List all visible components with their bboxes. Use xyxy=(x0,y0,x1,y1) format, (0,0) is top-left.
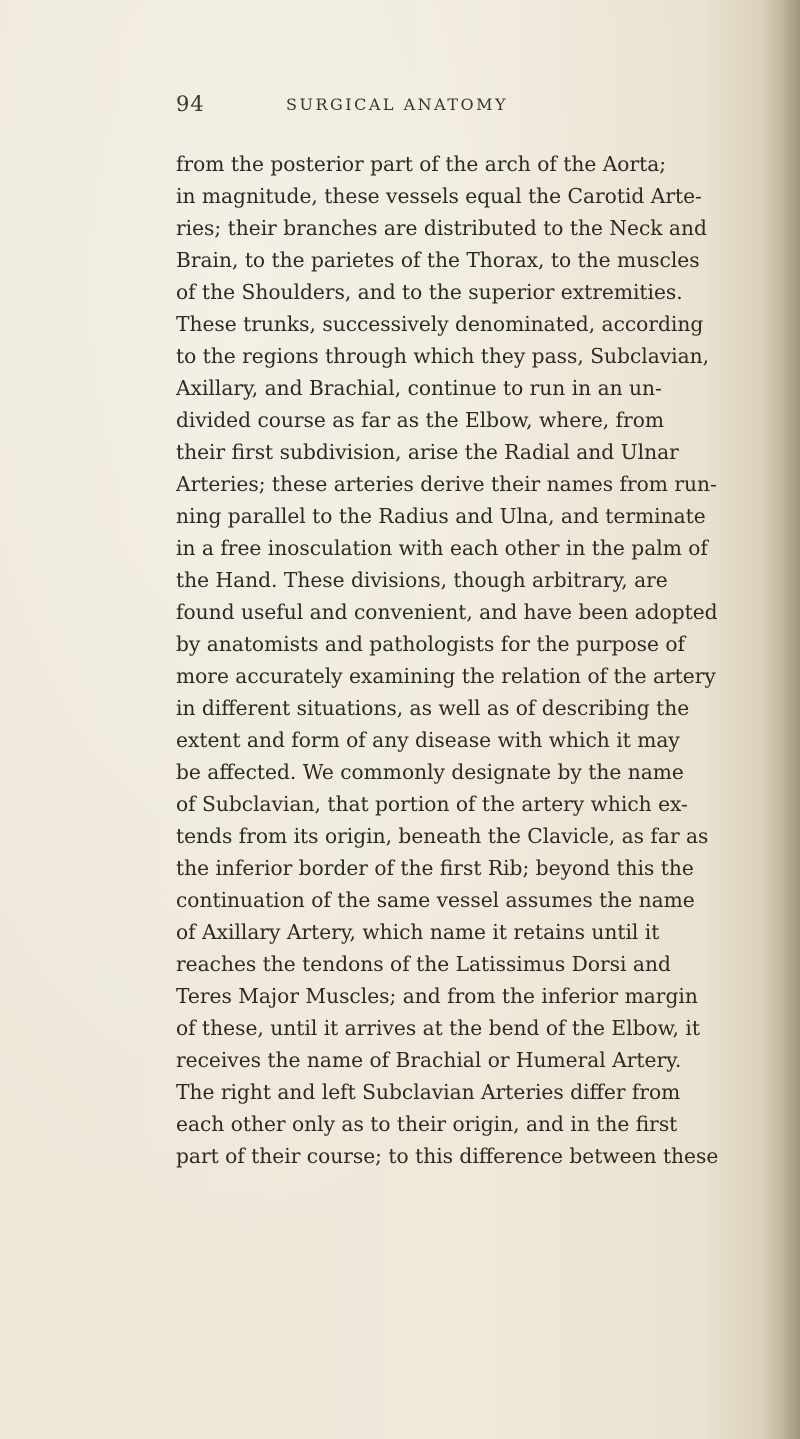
text-line: tends from its origin, beneath the Clavicle, as far as xyxy=(176,824,709,848)
text-line: the Hand. These divisions, though arbitrary, are xyxy=(176,568,668,592)
text-line: part of their course; to this difference between these xyxy=(176,1144,719,1168)
text-line: of these, until it arrives at the bend of the Elbow, it xyxy=(176,1016,700,1040)
text-line: in magnitude, these vessels equal the Carotid Arte- xyxy=(176,184,702,208)
text-line: each other only as to their origin, and in the first xyxy=(176,1112,678,1136)
text-line: be affected. We commonly designate by the name xyxy=(176,760,684,784)
text-line: receives the name of Brachial or Humeral Artery. xyxy=(176,1048,682,1072)
text-line: The right and left Subclavian Arteries differ from xyxy=(176,1080,681,1104)
text-line: divided course as far as the Elbow, where, from xyxy=(176,408,665,432)
text-line: from the posterior part of the arch of the Aorta; xyxy=(176,152,667,176)
text-line: extent and form of any disease with which it may xyxy=(176,728,680,752)
text-line: reaches the tendons of the Latissimus Dorsi and xyxy=(176,952,671,976)
text-line: ries; their branches are distributed to the Neck and xyxy=(176,216,707,240)
text-line: in a free inosculation with each other in the palm of xyxy=(176,536,708,560)
text-line: in different situations, as well as of describing the xyxy=(176,696,690,720)
text-line: Axillary, and Brachial, continue to run in an un- xyxy=(176,376,662,400)
text-line: Teres Major Muscles; and from the inferior margin xyxy=(176,984,698,1008)
text-line: ning parallel to the Radius and Ulna, and terminate xyxy=(176,504,706,528)
text-line: of Subclavian, that portion of the artery which ex- xyxy=(176,792,688,816)
body-paragraph xyxy=(176,148,719,1172)
text-line: of the Shoulders, and to the superior extremities. xyxy=(176,280,683,304)
text-line: by anatomists and pathologists for the purpose of xyxy=(176,632,685,656)
text-line: These trunks, successively denominated, according xyxy=(176,312,704,336)
text-line: more accurately examining the relation of the artery xyxy=(176,664,716,688)
page-edge-shadow xyxy=(760,0,800,1439)
page-header xyxy=(176,92,646,122)
text-line: of Axillary Artery, which name it retains until it xyxy=(176,920,660,944)
text-line: Brain, to the parietes of the Thorax, to the muscles xyxy=(176,248,700,272)
text-line: found useful and convenient, and have been adopted xyxy=(176,600,718,624)
text-line: Arteries; these arteries derive their names from run- xyxy=(176,472,717,496)
page-number: 94 xyxy=(176,92,205,116)
running-head: SURGICAL ANATOMY xyxy=(286,95,509,114)
text-line: continuation of the same vessel assumes the name xyxy=(176,888,695,912)
text-line: their first subdivision, arise the Radial and Ulnar xyxy=(176,440,679,464)
text-line: the inferior border of the first Rib; beyond this the xyxy=(176,856,694,880)
text-line: to the regions through which they pass, Subclavian, xyxy=(176,344,710,368)
